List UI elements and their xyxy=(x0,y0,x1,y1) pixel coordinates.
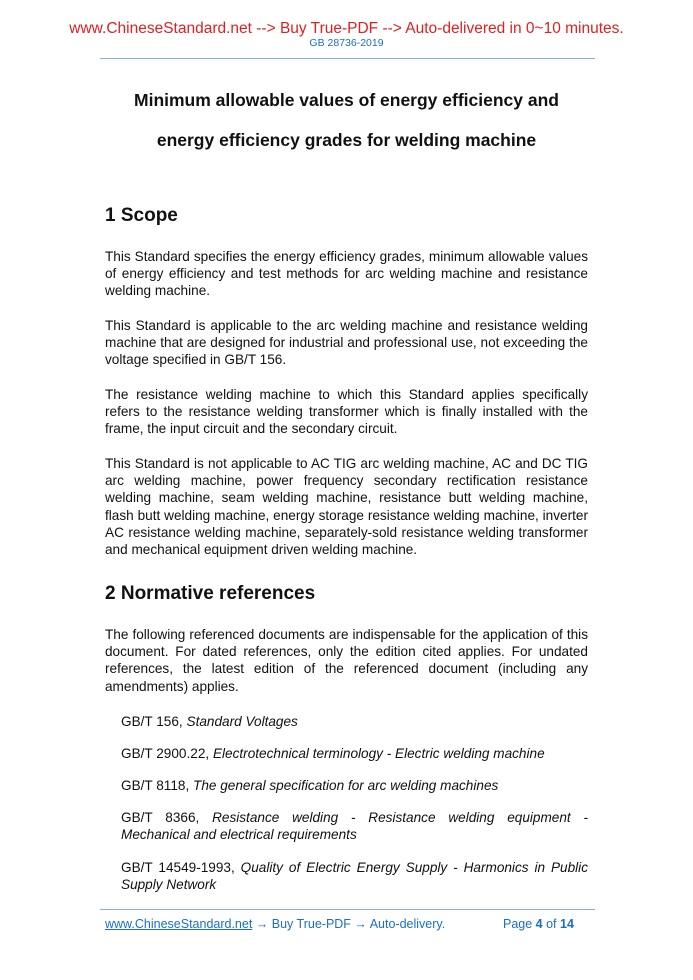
header-banner-link[interactable]: www.ChineseStandard.net --> Buy True-PDF --> Auto-delivered in 0~10 minutes. xyxy=(69,20,624,37)
reference-item xyxy=(121,713,588,730)
reference-title: Electrotechnical terminology - Electric welding machine xyxy=(212,746,545,761)
reference-title: The general specification for arc welding machines xyxy=(193,778,499,793)
scope-paragraph: This Standard is applicable to the arc welding machine and resistance welding machine that are designed for industrial and professional use, not exceeding the voltage specified in GB/T 156. xyxy=(105,318,588,368)
header-divider xyxy=(100,58,595,59)
footer-promo-text: → Buy True-PDF → Auto-delivery. xyxy=(252,917,446,931)
page-label: Page xyxy=(503,917,536,931)
reference-code: GB/T 14549-1993, xyxy=(121,860,241,875)
reference-item xyxy=(121,859,588,893)
page-current: 4 xyxy=(535,917,543,931)
footer-promo xyxy=(105,917,445,931)
title-line-1: Minimum allowable values of energy efficiency and xyxy=(134,90,559,110)
standard-code: GB 28736-2019 xyxy=(309,37,384,49)
page-total: 14 xyxy=(560,917,574,931)
scope-paragraph: The resistance welding machine to which this Standard applies specifically refers to the resistance welding transformer which is finally installed with the frame, the input circuit and the secondary circuit. xyxy=(105,387,588,437)
reference-code: GB/T 8118, xyxy=(121,778,194,793)
reference-code: GB/T 2900.22, xyxy=(121,746,213,761)
title-line-2: energy efficiency grades for welding machine xyxy=(156,130,537,150)
page-indicator xyxy=(503,917,574,931)
footer-site-link[interactable]: www.ChineseStandard.net xyxy=(105,917,253,931)
reference-item xyxy=(121,777,588,794)
section-heading-normative-references: 2 Normative references xyxy=(105,583,316,604)
section-heading-scope: 1 Scope xyxy=(105,205,178,226)
scope-paragraph: This Standard specifies the energy efficiency grades, minimum allowable values of energy efficiency and test methods for arc welding machine and resistance welding machine. xyxy=(105,249,588,299)
reference-code: GB/T 8366, xyxy=(121,810,213,825)
reference-title: Resistance welding - Resistance welding equipment - Mechanical and electrical requirements xyxy=(121,810,588,843)
reference-item xyxy=(121,745,588,762)
reference-code: GB/T 156, xyxy=(121,714,187,729)
page-of-label: of xyxy=(542,917,560,931)
scope-paragraph: This Standard is not applicable to AC TIG arc welding machine, AC and DC TIG arc welding machine, power frequency secondary rectification resistance welding machine, seam welding machine, resistance butt welding machine, flash butt welding machine, energy storage resistance welding machine, inverter AC resistance welding machine, separately-sold resistance welding transformer and mechanical equipment driven welding machine. xyxy=(105,456,588,558)
normative-intro-paragraph: The following referenced documents are indispensable for the application of this document. For dated references, only the edition cited applies. For undated references, the latest edition of the referenced document (including any amendments) applies. xyxy=(105,627,588,694)
reference-item xyxy=(121,809,588,843)
footer-divider xyxy=(100,909,595,910)
reference-title: Quality of Electric Energy Supply - Harmonics in Public Supply Network xyxy=(121,860,588,893)
document-title xyxy=(60,80,633,160)
reference-title: Standard Voltages xyxy=(186,714,298,729)
